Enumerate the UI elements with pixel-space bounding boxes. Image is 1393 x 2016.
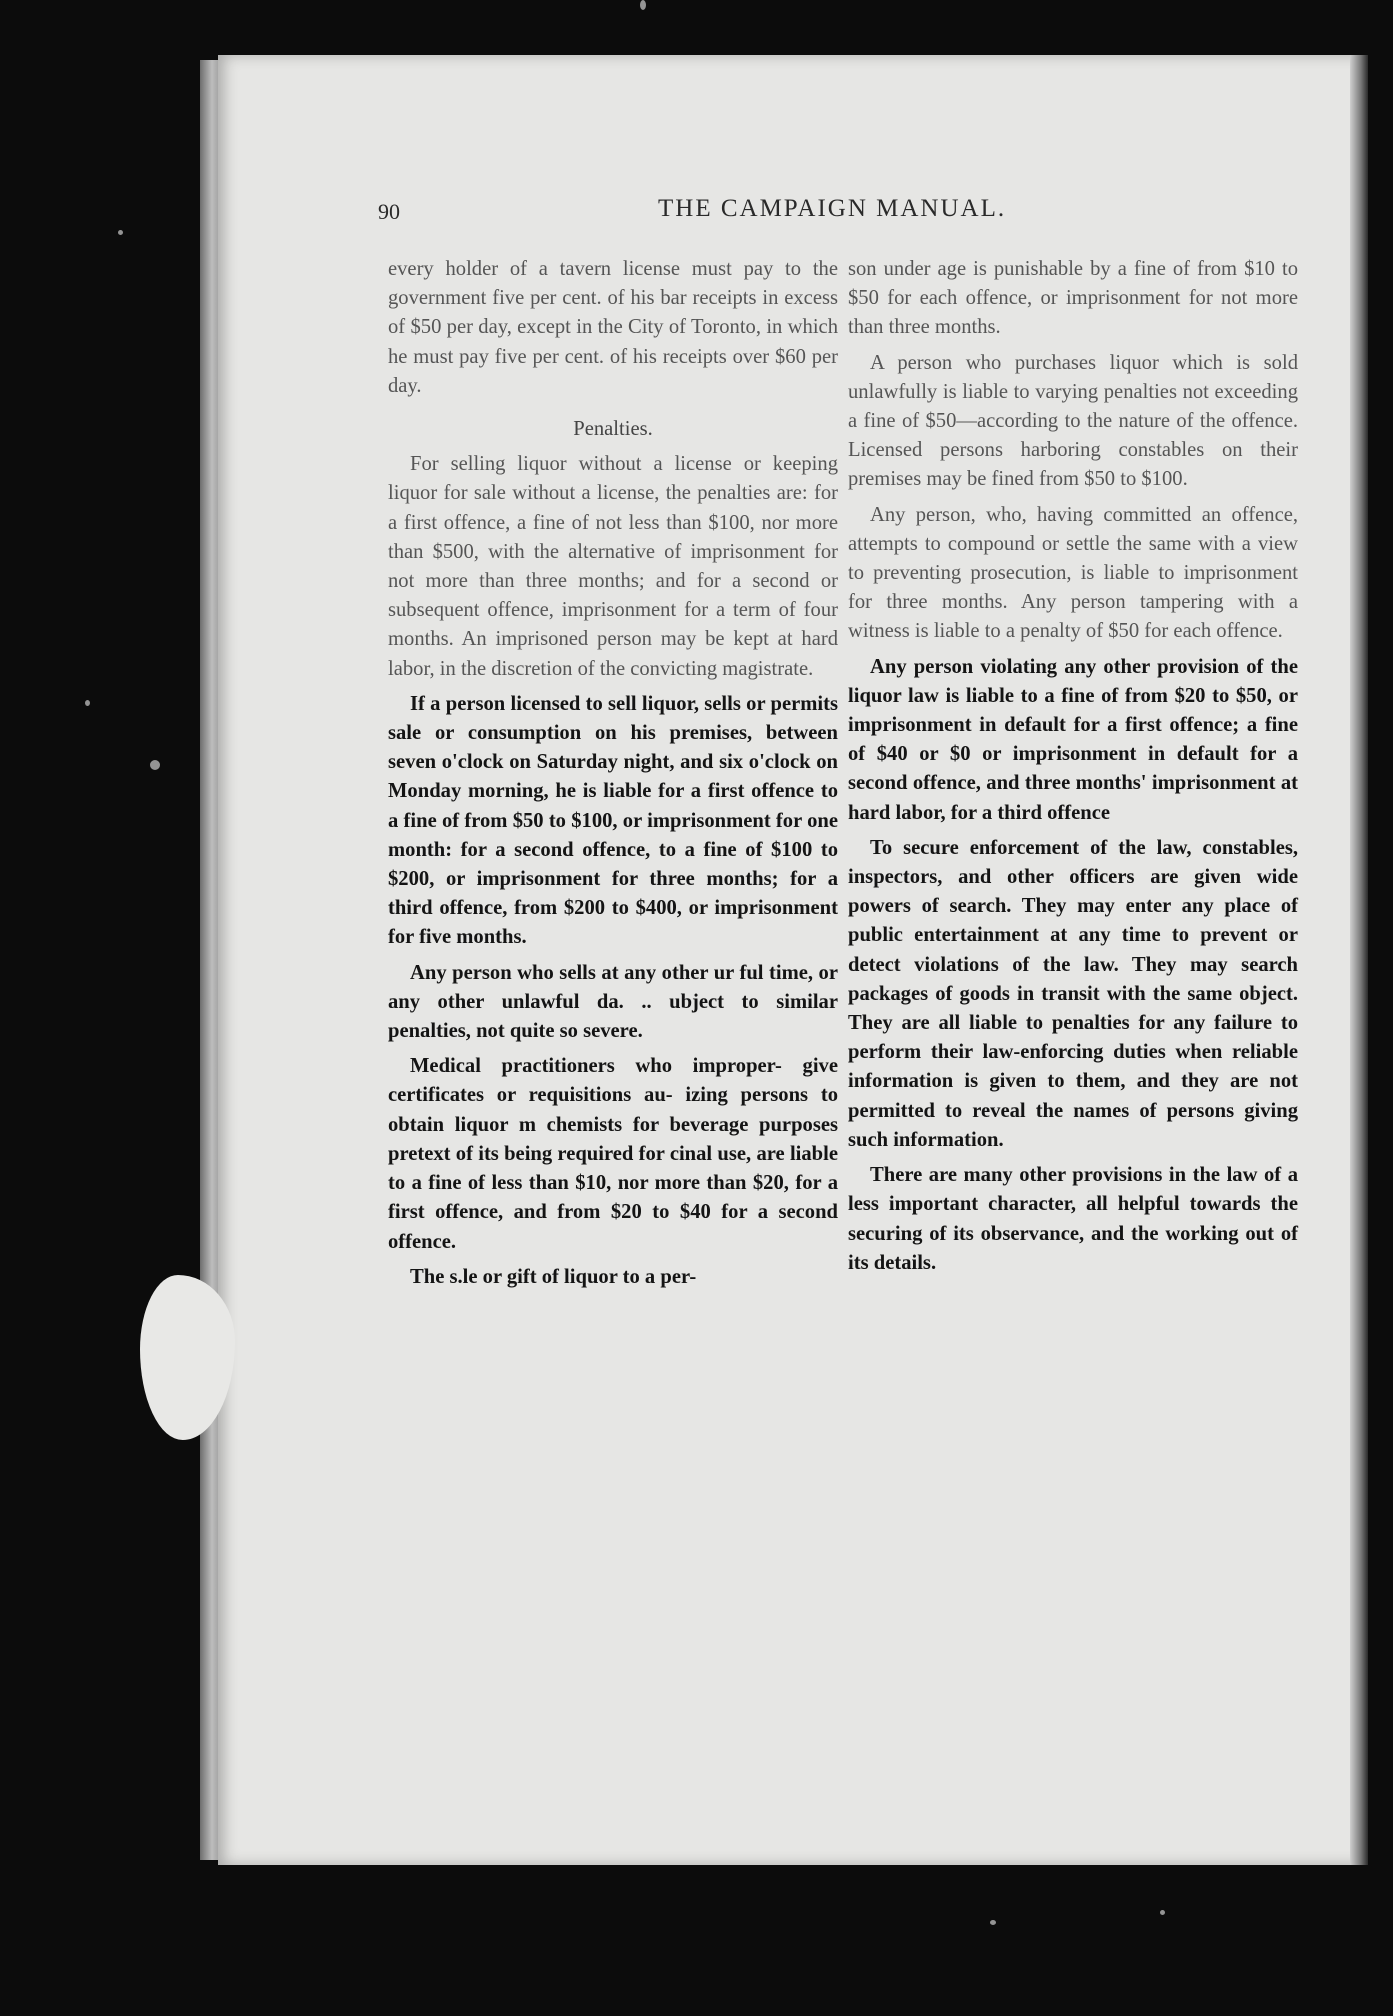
backdrop-speck: [640, 0, 646, 10]
paragraph-compounding-offence: Any person, who, having committed an offence, attempts to compound or settle the same with a view to preventing prosecution, is liable to imprisonment for three months. Any person tampering with a witness is liable to a penalty of $50 for each offence.: [848, 503, 1298, 643]
paragraph-weekend-sales: If a person licensed to sell liquor, sells or permits sale or consumption on his premises, between seven o'clock on Saturday night, and six o'clock on Monday morning, he is liable for a first offence to a fine of from $50 to $100, or imprisonment for one month: for a second offence, to a fine of $100 to $200, or imprisonment for three months; for a third offence, from $200 to $400, or imprisonment for five months.: [388, 692, 838, 949]
paragraph-minor-penalty: son under age is punishable by a fine of from $10 to $50 for each offence, or imprisonment for not more than three months.: [848, 258, 1298, 339]
paragraph-enforcement-powers: To secure enforcement of the law, constables, inspectors, and other officers are given wide powers of search. They may enter any place of public entertainment at any time to prevent or detect violations of the law. They may search packages of goods in transit with the same object. They are all liable to penalties for any failure to perform their law-enforcing duties when reliable information is given to them, and they are not permitted to reveal the names of persons giving such information.: [848, 836, 1298, 1151]
running-head: [218, 195, 1368, 235]
right-column: [848, 255, 1298, 1284]
paragraph-other-violations: Any person violating any other provision of the liquor law is liable to a fine of from $20 to $50, or imprisonment in default for a first offence; a fine of $40 or $0 or imprisonment in default for a second offence, and three months' imprisonment at hard labor, for a third offence: [848, 655, 1298, 824]
backdrop-speck: [1160, 1910, 1165, 1915]
paragraph-sale-to-minor: The s.le or gift of liquor to a per-: [410, 1265, 697, 1288]
backdrop-speck: [150, 760, 160, 770]
paragraph-other-provisions: There are many other provisions in the law of a less important character, all helpful towards the securing of its observance, and the working out of its details.: [848, 1164, 1298, 1274]
paragraph-medical-practitioners: Medical practitioners who improper- give certificates or requisitions au- izing persons to obtain liquor m chemists for beverage purposes pretext of its being required for cinal use, are liable to a fine of less than $10, nor more than $20, for a first offence, and from $20 to $40 for a second offence.: [388, 1055, 838, 1253]
backdrop-speck: [85, 700, 90, 706]
paragraph-selling-without-license: For selling liquor without a license or keeping liquor for sale without a license, the penalties are: for a first offence, a fine of not less than $100, nor more than $500, with the alternative of imprisonment for not more than three months; and for a second or subsequent offence, imprisonment for a term of four months. An imprisoned person may be kept at hard labor, in the discretion of the convicting magistrate.: [388, 453, 838, 680]
running-title: THE CAMPAIGN MANUAL.: [658, 195, 1007, 222]
page-number: 90: [378, 199, 400, 224]
left-column: [388, 255, 838, 1298]
paragraph-tavern-receipts: every holder of a tavern license must pay to the government five per cent. of his bar receipts in excess of $50 per day, except in the City of Toronto, in which he must pay five per cent. of his receipts over $60 per day.: [388, 258, 838, 397]
section-heading-penalties: Penalties.: [573, 418, 653, 441]
backdrop-speck: [118, 230, 123, 235]
paragraph-unlawful-time: Any person who sells at any other ur ful time, or any other unlawful da. .. ubject to similar penalties, not quite so severe.: [388, 961, 838, 1043]
page-spine-shadow: [1350, 55, 1368, 1865]
paragraph-purchaser-liability: A person who purchases liquor which is sold unlawfully is liable to varying penalties not exceeding a fine of $50—according to the nature of the offence. Licensed persons harboring constables on their premises may be fined from $50 to $100.: [848, 351, 1298, 491]
backdrop-speck: [990, 1920, 996, 1925]
book-page: [218, 55, 1368, 1865]
